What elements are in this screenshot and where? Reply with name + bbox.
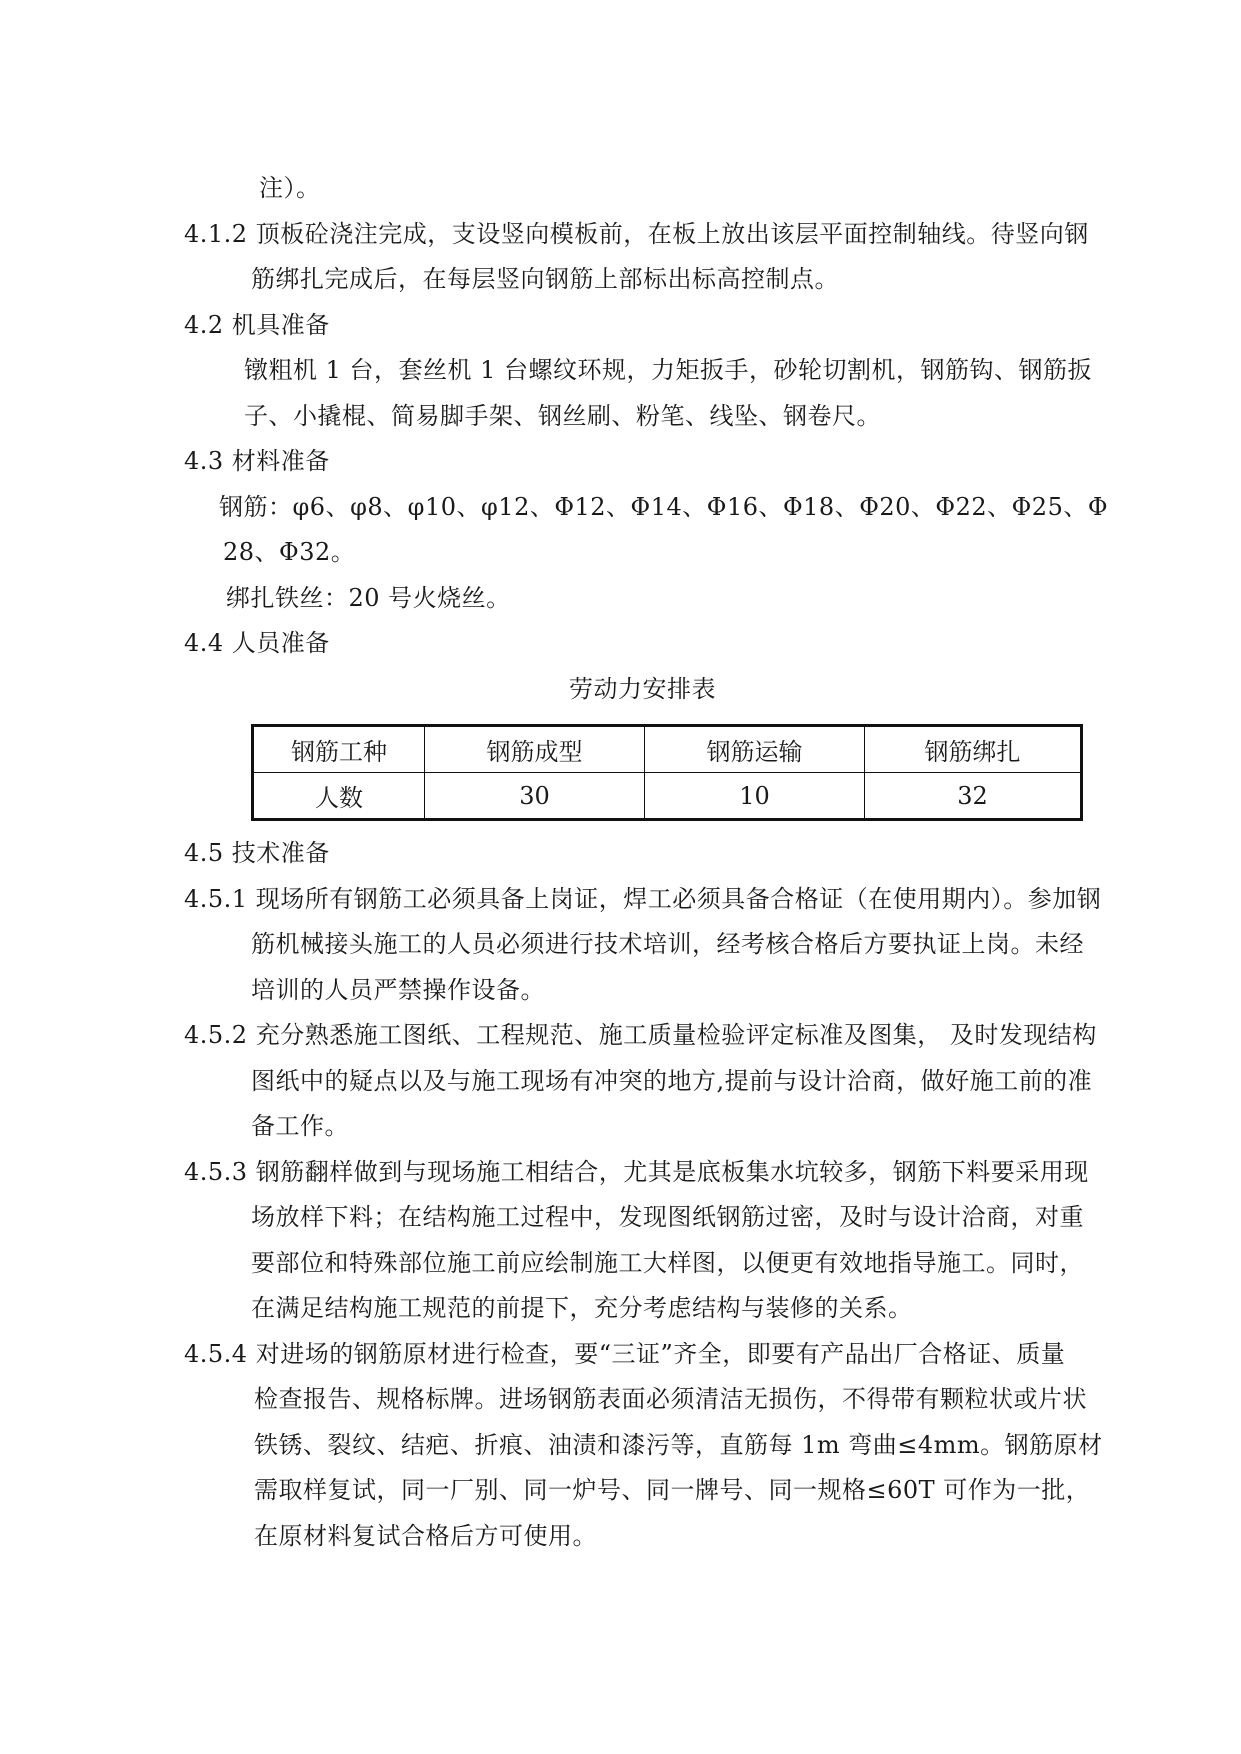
heading-4-2: 4.2 机具准备 [184, 311, 330, 339]
table-caption: 劳动力安排表 [569, 675, 716, 703]
labor-table [251, 724, 1083, 821]
section-4-5-3-line-4: 在满足结构施工规范的前提下，充分考虑结构与装修的关系。 [251, 1294, 913, 1322]
heading-4-5: 4.5 技术准备 [184, 839, 330, 867]
table-header-row [253, 726, 1082, 773]
section-4-5-1-line-1: 4.5.1 现场所有钢筋工必须具备上岗证，焊工必须具备合格证（在使用期内）。参加钢 [184, 885, 1102, 913]
section-4-5-3-line-3: 要部位和特殊部位施工前应绘制施工大样图，以便更有效地指导施工。同时， [251, 1249, 1084, 1277]
section-4-5-2-line-1: 4.5.2 充分熟悉施工图纸、工程规范、施工质量检验评定标准及图集， 及时发现结构 [184, 1021, 1097, 1049]
section-4-5-2-line-3: 备工作。 [251, 1112, 349, 1140]
section-4-5-1-line-3: 培训的人员严禁操作设备。 [251, 976, 545, 1004]
materials-wire-line: 绑扎铁丝：20 号火烧丝。 [226, 584, 511, 612]
section-4-5-3-line-2: 场放样下料；在结构施工过程中，发现图纸钢筋过密，及时与设计洽商，对重 [251, 1203, 1084, 1231]
table-cell: 32 [865, 773, 1082, 820]
section-4-5-2-line-2: 图纸中的疑点以及与施工现场有冲突的地方,提前与设计洽商，做好施工前的准 [251, 1067, 1093, 1095]
section-4-5-4-line-3: 铁锈、裂纹、结疤、折痕、油渍和漆污等，直筋每 1m 弯曲≤4mm。钢筋原材 [254, 1431, 1103, 1459]
tools-line-1: 镦粗机 1 台，套丝机 1 台螺纹环规，力矩扳手，砂轮切割机，钢筋钩、钢筋扳 [244, 356, 1093, 384]
materials-rebar-line-1: 钢筋：φ6、φ8、φ10、φ12、Φ12、Φ14、Φ16、Φ18、Φ20、Φ22、Φ25、Φ [219, 493, 1109, 521]
section-4-5-4-line-2: 检查报告、规格标牌。进场钢筋表面必须清洁无损伤，不得带有颗粒状或片状 [254, 1385, 1087, 1413]
text-line: 注）。 [259, 174, 321, 202]
table-header-cell: 钢筋工种 [253, 726, 425, 773]
heading-4-3: 4.3 材料准备 [184, 447, 330, 475]
section-4-1-2-line-2: 筋绑扎完成后，在每层竖向钢筋上部标出标高控制点。 [251, 265, 839, 293]
table-cell: 10 [645, 773, 865, 820]
section-4-1-2-line-1: 4.1.2 顶板砼浇注完成，支设竖向模板前，在板上放出该层平面控制轴线。待竖向钢 [184, 220, 1089, 248]
materials-rebar-line-2: 28、Φ32。 [223, 538, 356, 566]
heading-4-4: 4.4 人员准备 [184, 629, 330, 657]
section-4-5-4-line-4: 需取样复试，同一厂别、同一炉号、同一牌号、同一规格≤60T 可作为一批， [254, 1476, 1091, 1504]
table-header-cell: 钢筋运输 [645, 726, 865, 773]
section-4-5-4-line-1: 4.5.4 对进场的钢筋原材进行检查，要“三证”齐全，即要有产品出厂合格证、质量 [184, 1340, 1066, 1368]
table-header-cell: 钢筋绑扎 [865, 726, 1082, 773]
section-4-5-4-line-5: 在原材料复试合格后方可使用。 [254, 1522, 597, 1550]
section-4-5-3-line-1: 4.5.3 钢筋翻样做到与现场施工相结合，尤其是底板集水坑较多，钢筋下料要采用现 [184, 1158, 1089, 1186]
table-cell: 人数 [253, 773, 425, 820]
table-row [253, 773, 1082, 820]
section-4-5-1-line-2: 筋机械接头施工的人员必须进行技术培训，经考核合格后方要执证上岗。未经 [251, 930, 1084, 958]
tools-line-2: 子、小撬棍、简易脚手架、钢丝刷、粉笔、线坠、钢卷尺。 [244, 402, 881, 430]
table-cell: 30 [425, 773, 645, 820]
table-header-cell: 钢筋成型 [425, 726, 645, 773]
